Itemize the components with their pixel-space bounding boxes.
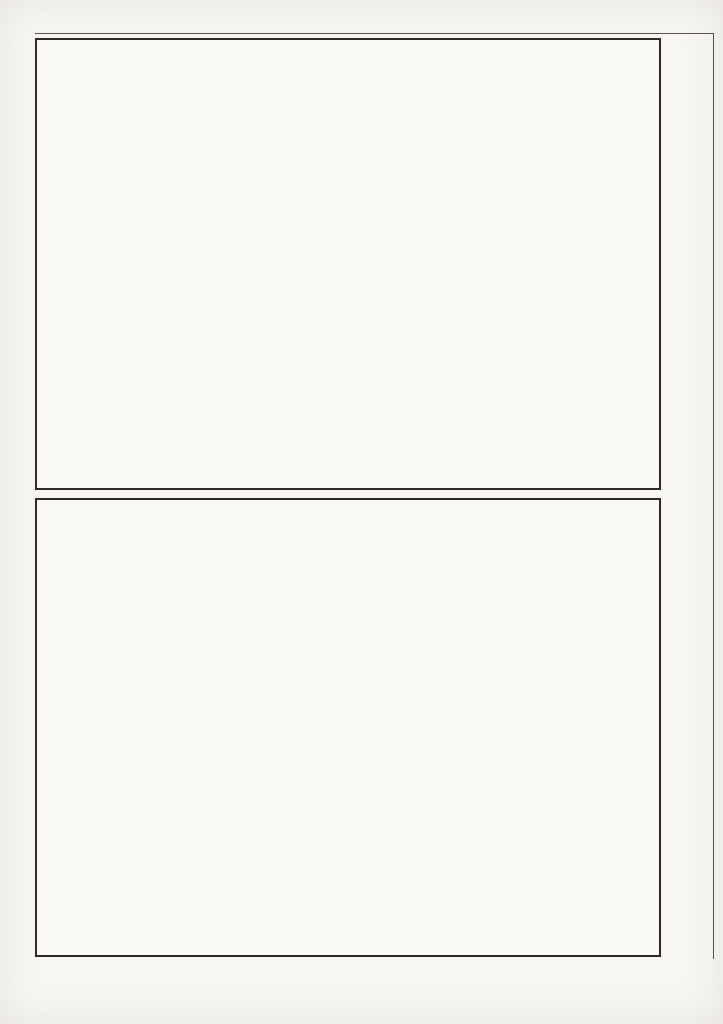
roster-table-top <box>35 38 661 490</box>
page-frame <box>35 33 714 959</box>
roster-table-bottom <box>35 498 661 957</box>
